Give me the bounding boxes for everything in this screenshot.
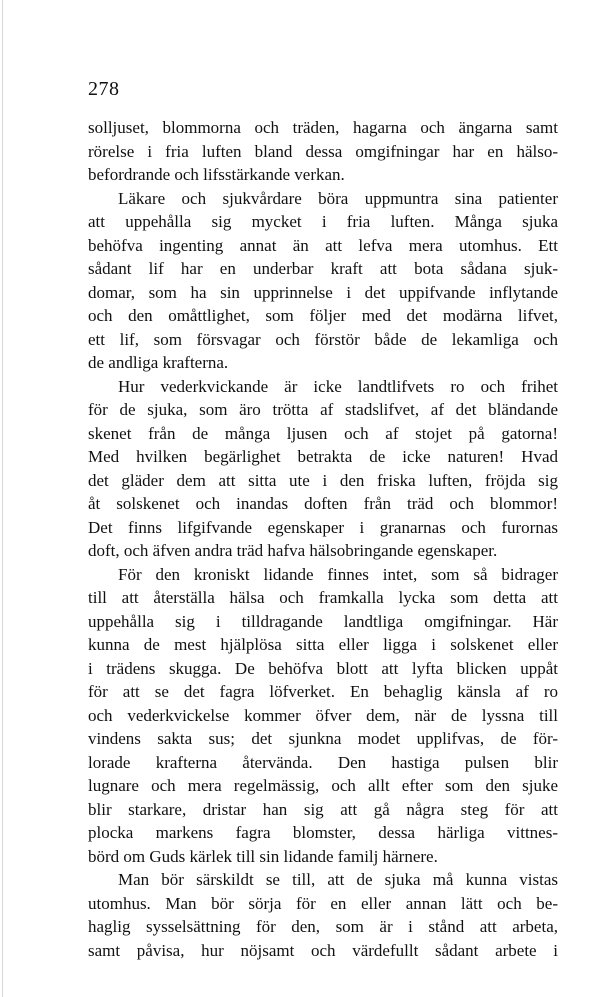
text-line: att uppehålla sig mycket i fria luften. Många sjuka — [88, 212, 558, 231]
text-line: Läkare och sjukvårdare böra uppmuntra sina patienter — [118, 188, 558, 208]
page-edge — [2, 0, 3, 997]
text-line: utomhus. Man bör sörja för en eller annan lätt och be- — [88, 893, 558, 913]
text-line: För den kroniskt lidande finnes intet, som så bidrager — [118, 564, 558, 584]
text-line: åt solskenet och inandas doften från träd och blommor! — [88, 494, 558, 513]
text-line: i trädens skugga. De behöfva blott att lyfta blicken uppåt — [88, 658, 558, 678]
text-line: solljuset, blommorna och träden, hagarna och ängarna samt — [88, 118, 558, 137]
text-line: rörelse i fria luften bland dessa omgifningar har en hälso- — [88, 141, 558, 161]
text-line: haglig sysselsättning för den, som är i stånd att arbeta, — [88, 917, 558, 936]
text-line: det gläder dem att sitta ute i den friska luften, fröjda sig — [88, 470, 558, 490]
text-line: skenet från de många ljusen och af stojet på gatorna! — [88, 423, 558, 443]
text-line: domar, som ha sin upprinnelse i det uppifvande inflytande — [88, 282, 558, 302]
text-line: och den omåttlighet, som följer med det modärna lifvet, — [88, 306, 558, 325]
page-number: 278 — [88, 78, 120, 100]
text-line: Man bör särskildt se till, att de sjuka må kunna vistas — [118, 870, 558, 889]
text-line: och vederkvickelse kommer öfver dem, när de lyssna till — [88, 705, 558, 725]
text-line: sådant lif har en underbar kraft att bota sådana sjuk- — [88, 259, 558, 278]
text-line: Det finns lifgifvande egenskaper i granarnas och furornas — [88, 517, 558, 537]
text-line: Hur vederkvickande är icke landtlifvets ro och frihet — [118, 376, 558, 396]
text-line: befordrande och lifsstärkande verkan. — [88, 165, 345, 184]
text-line: de andliga krafterna. — [88, 353, 229, 372]
text-line: behöfva ingenting annat än att lefva mera utomhus. Ett — [88, 235, 558, 255]
body-text — [88, 116, 558, 962]
text-line: uppehålla sig i tilldragande landtliga omgifningar. Här — [88, 611, 558, 631]
text-line: plocka markens fagra blomster, dessa härliga vittnes- — [88, 823, 558, 842]
text-line: kunna de mest hjälplösa sitta eller ligga i solskenet eller — [88, 635, 558, 654]
text-line: lorade krafterna återvända. Den hastiga pulsen blir — [88, 752, 558, 772]
text-line: ett lif, som försvagar och förstör både de lekamliga och — [88, 329, 558, 349]
text-line: för att se det fagra löfverket. En behaglig känsla af ro — [88, 682, 558, 701]
text-line: lugnare och mera regelmässig, och allt efter som den sjuke — [88, 776, 558, 795]
text-line: doft, och äfven andra träd hafva hälsobringande egenskaper. — [88, 541, 498, 560]
text-line: för de sjuka, som äro trötta af stadslifvet, af det bländande — [88, 400, 558, 419]
text-line: till att återställa hälsa och framkalla lycka som detta att — [88, 588, 558, 607]
text-line: blir starkare, dristar han sig att gå några steg för att — [88, 799, 558, 819]
text-line: vindens sakta sus; det sjunkna modet upplifvas, de för- — [88, 729, 558, 748]
text-line: Med hvilken begärlighet betrakta de icke naturen! Hvad — [88, 447, 558, 466]
text-line: börd om Guds kärlek till sin lidande familj härnere. — [88, 846, 438, 866]
text-line: samt påvisa, hur nöjsamt och värdefullt sådant arbete i — [88, 940, 558, 960]
